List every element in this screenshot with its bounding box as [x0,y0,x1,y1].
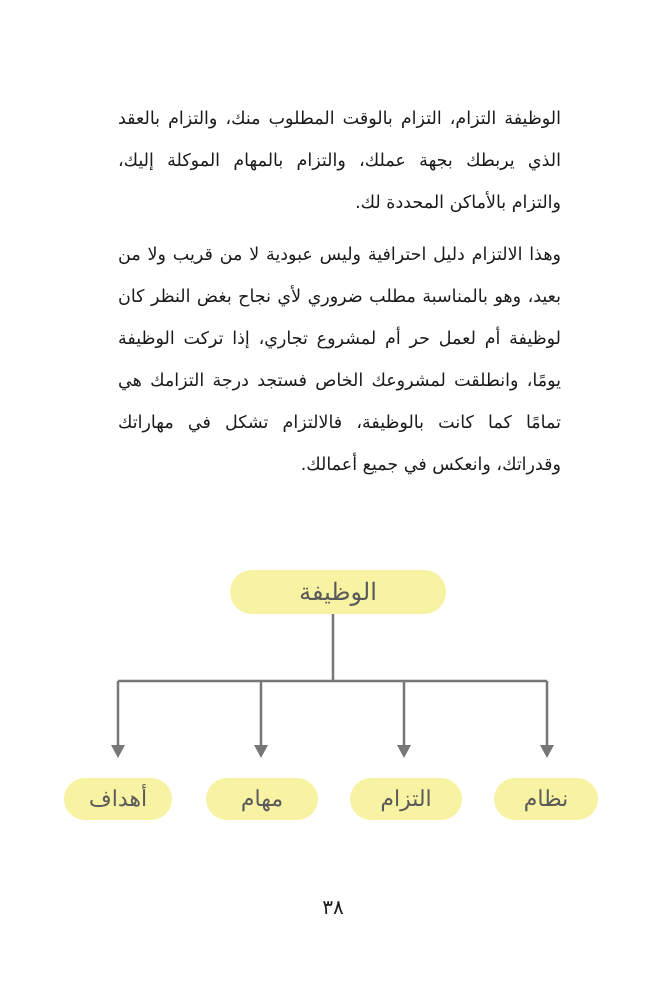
diagram-node-nizam: نظام [494,778,598,820]
diagram-node-ahdaf: أهداف [64,778,172,820]
diagram-node-iltizam: التزام [350,778,462,820]
arrowhead-4 [111,745,125,758]
paragraph-1: الوظيفة التزام، التزام بالوقت المطلوب منك، والتزام بالعقد الذي يربطك بجهة عملك، والتزام بالمهام الموكلة إليك، والتزام بالأماكن المحددة لك. [118,109,561,213]
arrowhead-2 [397,745,411,758]
diagram-root-node: الوظيفة [230,570,446,614]
page-number: ٣٨ [322,895,344,919]
diagram-node-maham: مهام [206,778,318,820]
arrowhead-1 [540,745,554,758]
arrowhead-3 [254,745,268,758]
paragraph-2: وهذا الالتزام دليل احترافية وليس عبودية لا من قريب ولا من بعيد، وهو بالمناسبة مطلب ضروري لأي نجاح بغض النظر كان لوظيفة أم لعمل حر أم لمشروع تجاري، إذا تركت الوظيفة يومًا، وانطلقت لمشروعك الخاص فستجد درجة التزامك هي تمامًا كما كانت بالوظيفة، فالالتزام تشكل في مهاراتك وقدراتك، وانعكس في جميع أعمالك. [118,245,561,475]
